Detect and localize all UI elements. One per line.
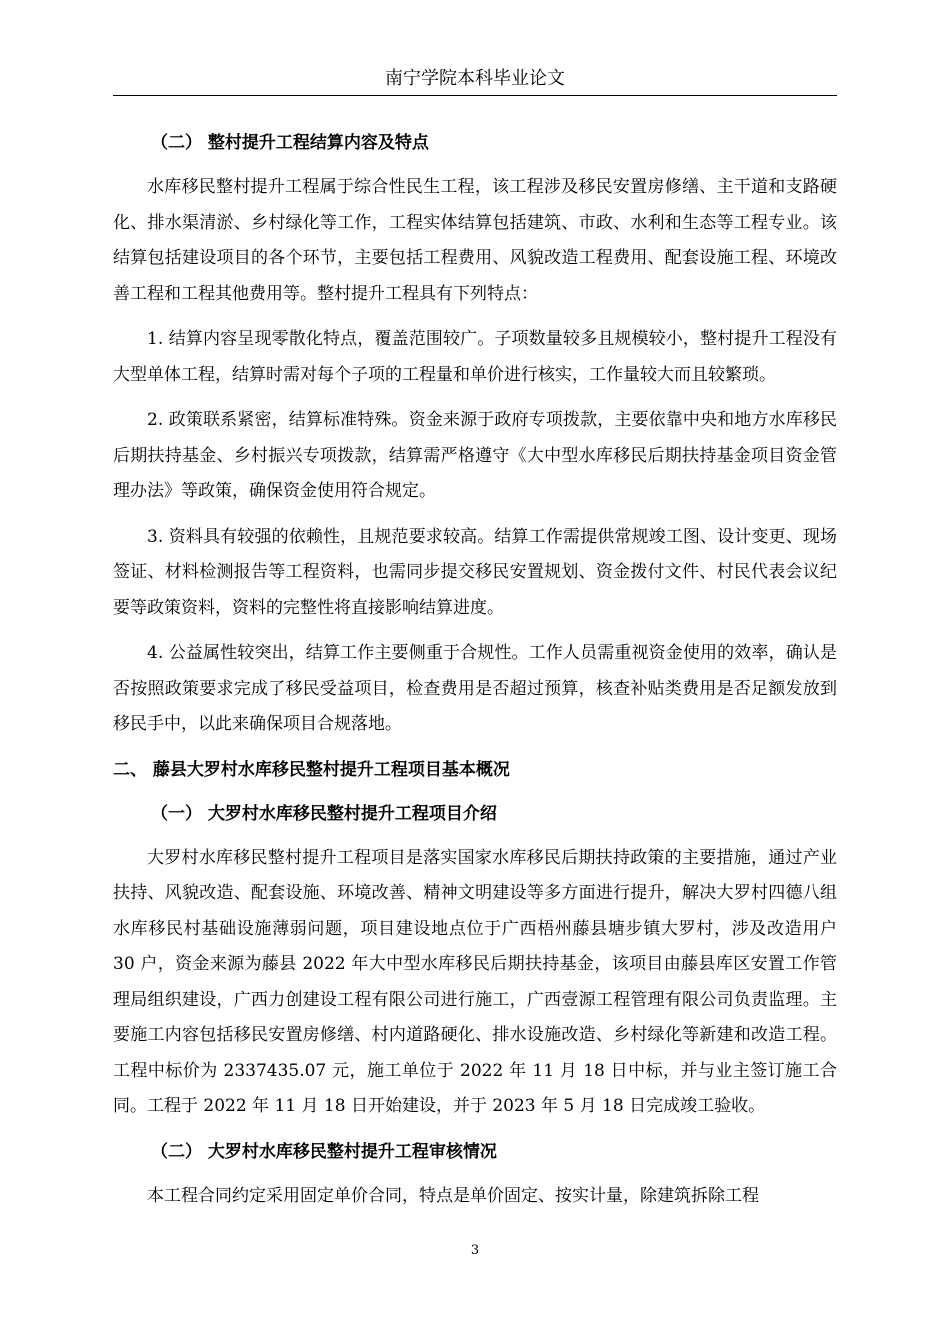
section-heading-2-2: （二） 整村提升工程结算内容及特点 xyxy=(151,133,429,153)
paragraph-review: 本工程合同约定采用固定单价合同，特点是单价固定、按实计量，除建筑拆除工程 xyxy=(147,1185,759,1206)
paragraph-intro: 水库移民整村提升工程属于综合性民生工程，该工程涉及移民安置房修缮、主干道和支路硬化、排水渠清淤、乡村绿化等工作，工程实体结算包括建筑、市政、水利和生态等工程专业。该结算包括建设项目的各个环节，主要包括工程费用、风貌改造工程费用、配套设施工程、环境改善工程和工程其他费用等。整村提升工程具有下列特点： xyxy=(113,177,837,304)
page-number: 3 xyxy=(470,1243,480,1258)
paragraph-point-1: 1. 结算内容呈现零散化特点，覆盖范围较广。子项数量较多且规模较小，整村提升工程没有大型单体工程，结算时需对每个子项的工程量和单价进行核实，工作量较大而且较繁琐。 xyxy=(113,329,837,385)
paragraph-point-3: 3. 资料具有较强的依赖性，且规范要求较高。结算工作需提供常规竣工图、设计变更、现场签证、材料检测报告等工程资料，也需同步提交移民安置规划、资金拨付文件、村民代表会议纪要等政策资料，资料的完整性将直接影响结算进度。 xyxy=(113,526,837,618)
section-heading-3-2: （二） 大罗村水库移民整村提升工程审核情况 xyxy=(151,1141,497,1162)
section-heading-3-1: （一） 大罗村水库移民整村提升工程项目介绍 xyxy=(151,803,497,824)
paragraph-point-2: 2. 政策联系紧密，结算标准特殊。资金来源于政府专项拨款，主要依靠中央和地方水库移民后期扶持基金、乡村振兴专项拨款，结算需严格遵守《大中型水库移民后期扶持基金项目资金管理办法》等政策，确保资金使用符合规定。 xyxy=(113,410,837,501)
section-heading-3: 二、 藤县大罗村水库移民整村提升工程项目基本概况 xyxy=(113,759,510,780)
document-body xyxy=(113,120,837,1224)
header-divider xyxy=(113,95,837,96)
running-header: 南宁学院本科毕业论文 xyxy=(385,68,565,89)
paragraph-point-4: 4. 公益属性较突出，结算工作主要侧重于合规性。工作人员需重视资金使用的效率，确认是否按照政策要求完成了移民受益项目，检查费用是否超过预算，核查补贴类费用是否足额发放到移民手中，以此来确保项目合规落地。 xyxy=(113,643,837,734)
paragraph-project-intro: 大罗村水库移民整村提升工程项目是落实国家水库移民后期扶持政策的主要措施，通过产业扶持、风貌改造、配套设施、环境改善、精神文明建设等多方面进行提升，解决大罗村四德八组水库移民村基础设施薄弱问题，项目建设地点位于广西梧州藤县塘步镇大罗村，涉及改造用户 30 户，资金来源为藤县 2022 年大中型水库移民后期扶持基金，该项目由藤县库区安置工作管理局组织建设，广西力创建设工程有限公司进行施工，广西壹源工程管理有限公司负责监理。主要施工内容包括移民安置房修缮、村内道路硬化、排水设施改造、乡村绿化等新建和改造工程。工程中标价为 2337435.07 元，施工单位于 2022 年 11 月 18 日中标，并与业主签订施工合同。工程于 2022 年 11 月 18 日开始建设，并于 2023 年 5 月 18 日完成竣工验收。 xyxy=(113,847,837,1116)
